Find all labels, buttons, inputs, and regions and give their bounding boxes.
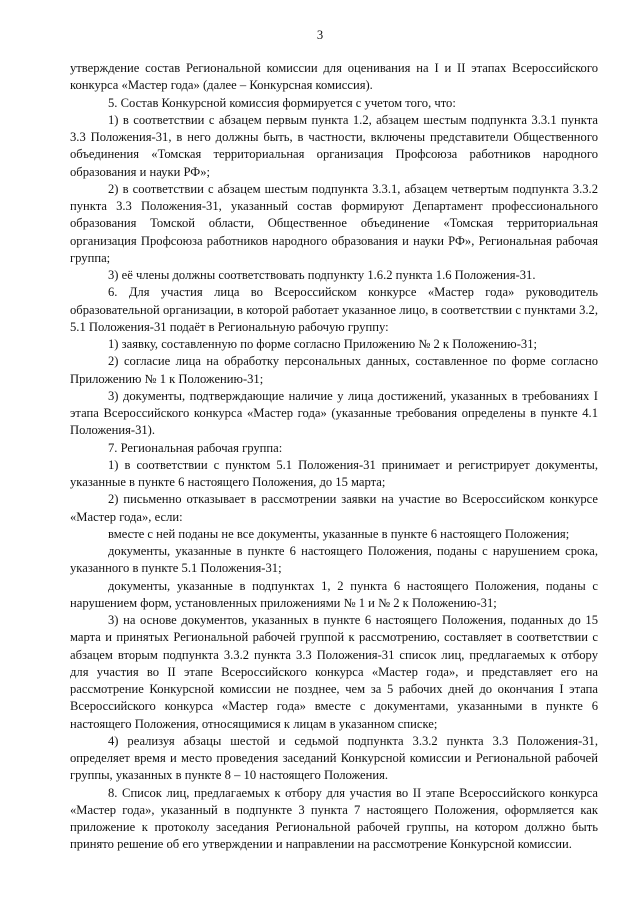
paragraph: 3) на основе документов, указанных в пункте 6 настоящего Положения, поданных до 15 марта и принятых Региональной рабочей группой к рассмотрению, составляет в соответствии с абзацем вторым подпункта 3.3.2 пункта 3.3 Положения-31 список лиц, предлагаемых к отбору для участия во II этапе Всероссийского конкурса «Мастер года», и представляет его на рассмотрение Конкурсной комиссии не позднее, чем за 5 рабочих дней до окончания I этапа Всероссийского конкурса «Мастер года» вместе с документами, указанными в пункте 6 настоящего Положения, относящимися к лицам в указанном списке; bbox=[70, 613, 598, 731]
paragraph: документы, указанные в подпунктах 1, 2 пункта 6 настоящего Положения, поданы с нарушением форм, установленных приложениями № 1 и № 2 к Положению-31; bbox=[70, 578, 598, 610]
paragraph: 3) её члены должны соответствовать подпункту 1.6.2 пункта 1.6 Положения-31. bbox=[108, 268, 536, 282]
paragraph: 2) письменно отказывает в рассмотрении заявки на участие во Всероссийском конкурсе «Мастер года», если: bbox=[70, 492, 598, 524]
paragraph: 7. Региональная рабочая группа: bbox=[108, 440, 283, 455]
paragraph: 2) согласие лица на обработку персональных данных, составленное по форме согласно Приложению № 1 к Положению-31; bbox=[70, 354, 598, 386]
paragraph: 1) заявку, составленную по форме согласно Приложению № 2 к Положению-31; bbox=[108, 337, 537, 351]
paragraph: 8. Список лиц, предлагаемых к отбору для участия во II этапе Всероссийского конкурса «Мастер года», указанный в подпункте 3 пункта 7 настоящего Положения, оформляется как приложение к протоколу заседания Региональной рабочей группы, на котором должно быть принято решение об его утверждении и направлении на рассмотрение Конкурсной комиссии. bbox=[70, 785, 598, 852]
paragraph: 1) в соответствии с абзацем первым пункта 1.2, абзацем шестым подпункта 3.3.1 пункта 3.3 Положения-31, в него должны быть, в частности, включены представители Общественного объединения «Томская территориальная организация Профсоюза работников народного образования и науки РФ»; bbox=[70, 112, 598, 179]
paragraph: 1) в соответствии с пунктом 5.1 Положения-31 принимает и регистрирует документы, указанные в пункте 6 настоящего Положения, до 15 марта; bbox=[70, 457, 598, 489]
paragraph: 2) в соответствии с абзацем шестым подпункта 3.3.1, абзацем четвертым подпункта 3.3.2 пункта 3.3 Положения-31, указанный состав формируют Департамент профессионального образования Томской области, Общественное объединение «Томская территориальная организация Профсоюза работников народного образования и науки РФ», Региональная рабочая группа; bbox=[70, 181, 598, 265]
page-number: 3 bbox=[316, 28, 324, 42]
document-body bbox=[70, 60, 598, 854]
paragraph: вместе с ней поданы не все документы, указанные в пункте 6 настоящего Положения; bbox=[108, 526, 570, 541]
paragraph: 5. Состав Конкурсной комиссия формируется с учетом того, что: bbox=[108, 95, 456, 110]
paragraph: утверждение состав Региональной комиссии для оценивания на I и II этапах Всероссийского конкурса «Мастер года» (далее – Конкурсная комиссия). bbox=[70, 61, 598, 93]
paragraph: 3) документы, подтверждающие наличие у лица достижений, указанных в требованиях I этапа Всероссийского конкурса «Мастер года» (указанные требования определены в пункте 4.1 Положения-31). bbox=[70, 388, 598, 438]
paragraph: 4) реализуя абзацы шестой и седьмой подпункта 3.3.2 пункта 3.3 Положения-31, определяет время и место проведения заседаний Конкурсной комиссии и Региональной рабочей группы, указанных в пункте 8 – 10 настоящего Положения. bbox=[70, 733, 598, 783]
paragraph: документы, указанные в пункте 6 настоящего Положения, поданы с нарушением срока, указанного в пункте 5.1 Положения-31; bbox=[70, 544, 598, 576]
paragraph: 6. Для участия лица во Всероссийском конкурсе «Мастер года» руководитель образовательной организации, в которой работает указанное лицо, в соответствии с пунктами 3.2, 5.1 Положения-31 подаёт в Региональную рабочую группу: bbox=[70, 285, 598, 334]
